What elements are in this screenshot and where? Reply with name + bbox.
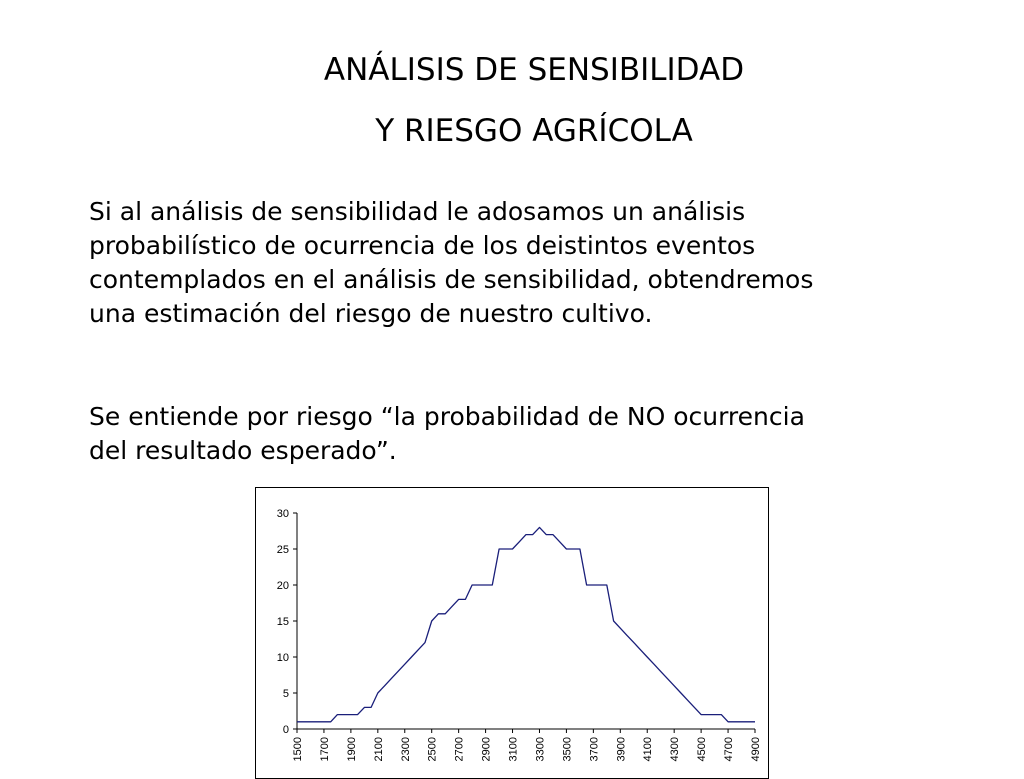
data-point [458, 599, 459, 600]
data-point [512, 548, 513, 549]
y-tick-label: 5 [282, 688, 289, 700]
x-tick-label: 4900 [750, 737, 762, 762]
data-point [357, 714, 358, 715]
line-chart [256, 488, 768, 769]
data-point [350, 714, 351, 715]
data-point [734, 721, 735, 722]
data-point [478, 584, 479, 585]
data-point [714, 714, 715, 715]
data-point [424, 642, 425, 643]
data-point [626, 635, 627, 636]
y-tick-label: 25 [276, 544, 289, 556]
x-tick-label: 4700 [723, 737, 736, 762]
series-line [297, 527, 755, 721]
data-point [323, 721, 324, 722]
paragraph-line: Se entiende por riesgo “la probabilidad de NO ocurrencia [89, 402, 805, 431]
data-point [330, 721, 331, 722]
y-tick-label: 10 [276, 652, 289, 664]
data-point [566, 548, 567, 549]
x-tick-label: 1500 [292, 737, 304, 762]
data-point [370, 707, 371, 708]
data-point [586, 584, 587, 585]
x-tick-label: 3900 [615, 737, 628, 762]
data-point [310, 721, 311, 722]
data-point [532, 534, 533, 535]
data-point [418, 649, 419, 650]
y-tick-label: 20 [276, 580, 289, 592]
chart-frame [255, 487, 769, 779]
data-point [397, 671, 398, 672]
data-point [465, 599, 466, 600]
data-point [525, 534, 526, 535]
data-point [303, 721, 304, 722]
data-point [552, 534, 553, 535]
data-point [620, 628, 621, 629]
data-point [653, 664, 654, 665]
data-point [377, 692, 378, 693]
x-tick-label: 2900 [480, 737, 493, 762]
x-tick-label: 1700 [318, 737, 331, 762]
y-tick-label: 30 [276, 508, 289, 520]
x-tick-label: 3300 [534, 737, 547, 762]
data-point [546, 534, 547, 535]
x-tick-label: 2300 [399, 737, 412, 762]
data-point [680, 692, 681, 693]
data-point [721, 714, 722, 715]
paragraph-line: del resultado esperado”. [89, 436, 397, 465]
paragraph-line: contemplados en el análisis de sensibilidad, obtendremos [89, 265, 814, 294]
data-point [573, 548, 574, 549]
slide-title-line-2: Y RIESGO AGRÍCOLA [375, 113, 693, 149]
data-point [451, 606, 452, 607]
data-point [404, 664, 405, 665]
data-point [445, 613, 446, 614]
paragraph-sensitivity-risk [89, 195, 969, 331]
y-tick-label: 0 [282, 724, 289, 736]
data-point [667, 678, 668, 679]
data-point [579, 548, 580, 549]
data-point [317, 721, 318, 722]
paragraph-line: una estimación del riesgo de nuestro cultivo. [89, 299, 653, 328]
data-point [640, 649, 641, 650]
data-point [296, 721, 297, 722]
data-point [633, 642, 634, 643]
x-tick-label: 2500 [426, 737, 439, 762]
data-point [701, 714, 702, 715]
x-tick-label: 3100 [507, 737, 520, 762]
data-point [647, 656, 648, 657]
data-point [519, 541, 520, 542]
data-point [727, 721, 728, 722]
data-point [674, 685, 675, 686]
data-point [754, 721, 755, 722]
data-point [559, 541, 560, 542]
data-point [472, 584, 473, 585]
data-point [411, 656, 412, 657]
data-point [344, 714, 345, 715]
data-point [707, 714, 708, 715]
data-point [748, 721, 749, 722]
data-point [492, 584, 493, 585]
data-point [606, 584, 607, 585]
paragraph-line: probabilístico de ocurrencia de los deistintos eventos [89, 231, 756, 260]
data-point [337, 714, 338, 715]
data-point [505, 548, 506, 549]
data-point [384, 685, 385, 686]
x-tick-label: 2700 [453, 737, 466, 762]
slide-title-line-1: ANÁLISIS DE SENSIBILIDAD [323, 52, 745, 88]
data-point [613, 620, 614, 621]
paragraph-risk-definition [89, 400, 969, 468]
x-tick-label: 3500 [561, 737, 574, 762]
paragraph-line: Si al análisis de sensibilidad le adosamos un análisis [89, 197, 746, 226]
x-tick-label: 2100 [372, 737, 385, 762]
y-tick-label: 15 [276, 616, 289, 628]
data-point [694, 707, 695, 708]
data-point [741, 721, 742, 722]
data-point [687, 700, 688, 701]
data-point [431, 620, 432, 621]
x-tick-label: 4500 [696, 737, 709, 762]
data-point [498, 548, 499, 549]
data-point [438, 613, 439, 614]
data-point [539, 527, 540, 528]
data-point [660, 671, 661, 672]
x-tick-label: 4300 [669, 737, 682, 762]
x-tick-label: 3700 [588, 737, 601, 762]
x-tick-label: 4100 [642, 737, 655, 762]
data-point [593, 584, 594, 585]
data-point [599, 584, 600, 585]
data-point [391, 678, 392, 679]
data-point [364, 707, 365, 708]
x-tick-label: 1900 [345, 737, 358, 762]
data-point [485, 584, 486, 585]
